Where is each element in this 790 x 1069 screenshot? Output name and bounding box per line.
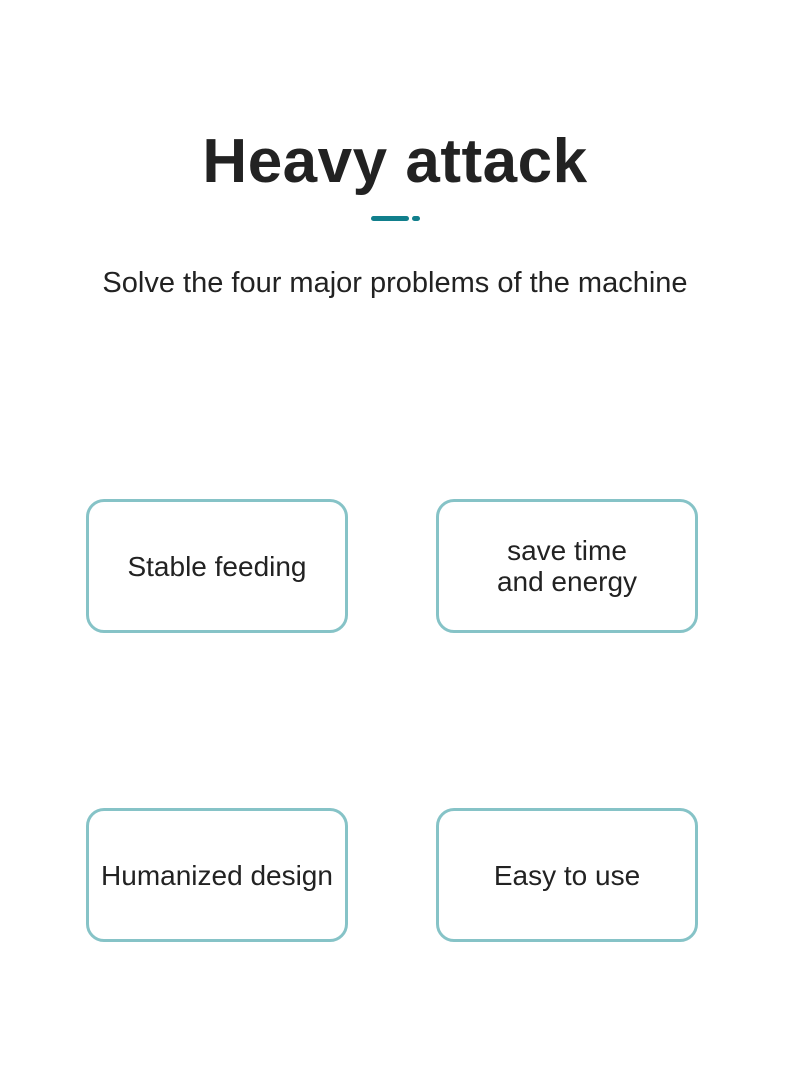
feature-label: Humanized design [101,859,333,891]
page-title: Heavy attack [202,127,588,196]
feature-label: Stable feeding [127,550,307,582]
title-accent-bar [371,216,409,221]
feature-card-stable-feeding [86,499,348,633]
feature-card-easy-to-use [436,808,698,942]
title-accent-dot [412,216,420,221]
feature-label: save time and energy [496,535,638,597]
feature-card-save-time [436,499,698,633]
feature-card-humanized-design [86,808,348,942]
feature-label: Easy to use [493,859,641,891]
page-subtitle: Solve the four major problems of the machine [102,267,688,299]
